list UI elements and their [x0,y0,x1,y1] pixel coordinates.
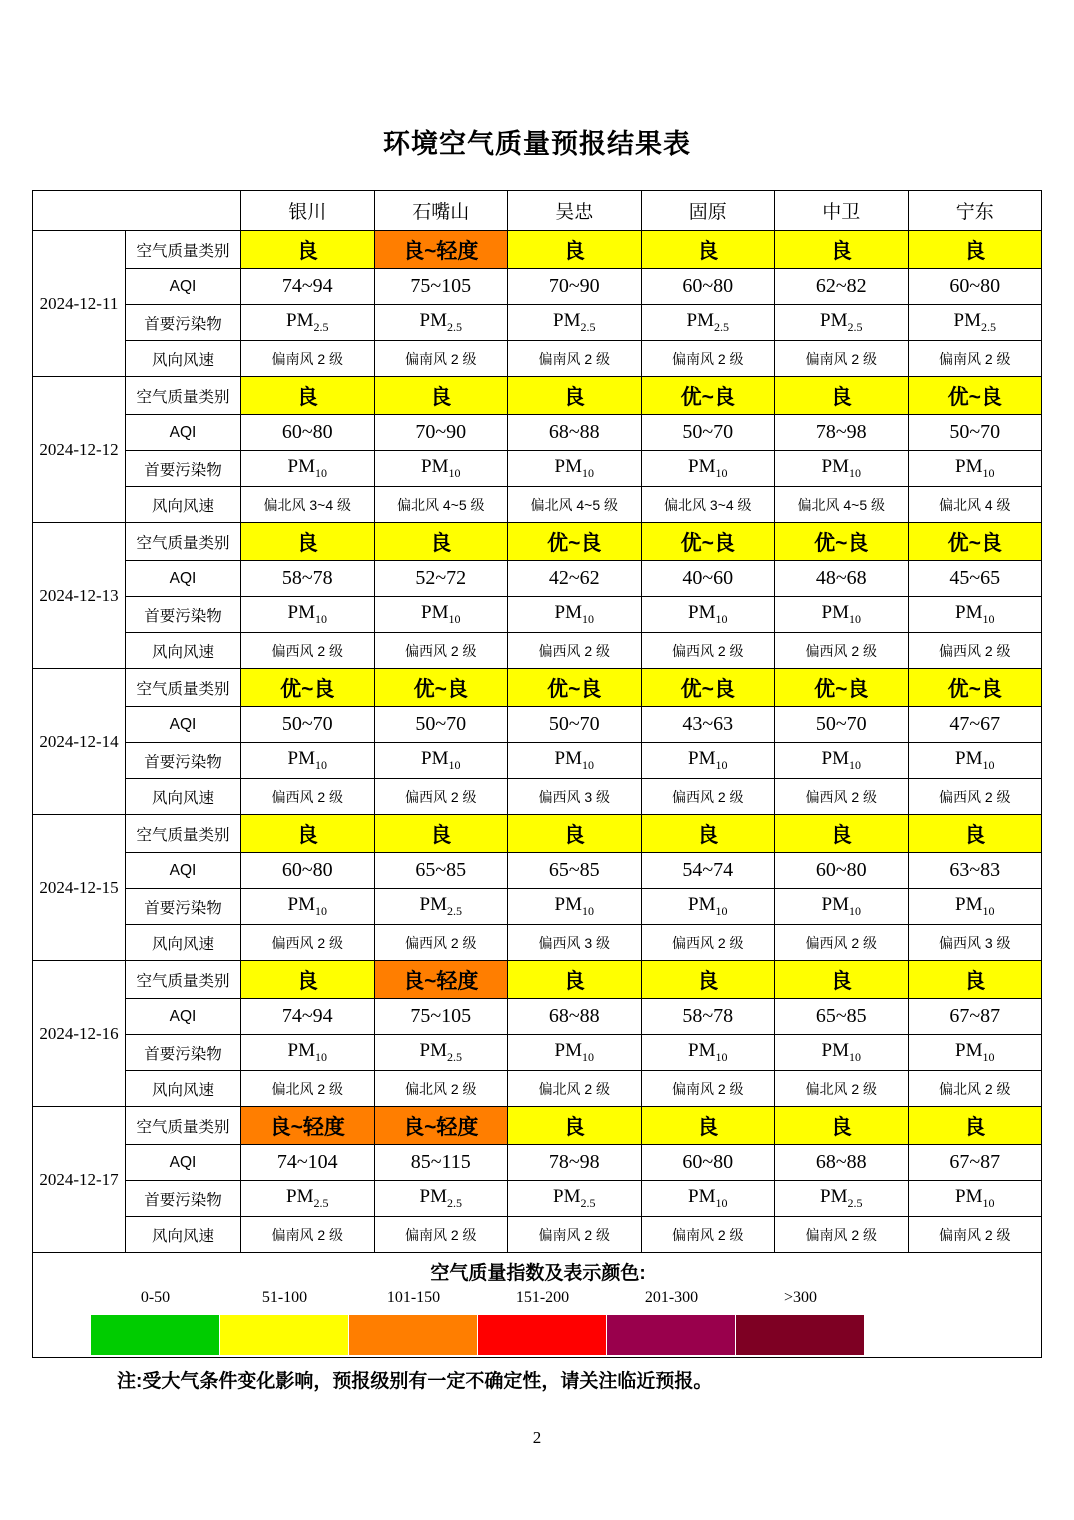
aqi-cell: 78~98 [508,1145,642,1181]
wind-cell: 偏西风 2 级 [908,633,1042,669]
wind-cell: 偏南风 2 级 [775,341,909,377]
date-cell: 2024-12-17 [33,1107,126,1253]
legend-range-label: 0-50 [140,1288,171,1306]
pollutant-cell: $PM_{10}$ [908,1181,1042,1217]
table-row [33,523,1042,561]
legend-swatches [91,1315,1041,1355]
category-cell: 良 [508,1107,642,1145]
category-cell: 优~良 [908,377,1042,415]
pollutant-cell: $PM_{10}$ [641,743,775,779]
wind-cell: 偏西风 2 级 [775,633,909,669]
city-header: 固原 [641,191,775,231]
wind-cell: 偏西风 2 级 [374,925,508,961]
pollutant-cell: $PM_{10}$ [508,597,642,633]
legend-range-label: 51-100 [261,1288,308,1306]
row-label: AQI [126,999,241,1035]
category-cell: 良 [775,377,909,415]
wind-cell: 偏南风 2 级 [508,1217,642,1253]
wind-cell: 偏西风 2 级 [508,633,642,669]
wind-cell: 偏南风 2 级 [641,341,775,377]
legend-color-swatch [736,1315,865,1355]
wind-cell: 偏北风 2 级 [508,1071,642,1107]
table-row [33,597,1042,633]
pollutant-cell: $PM_{10}$ [508,451,642,487]
pollutant-cell: $PM_{10}$ [908,743,1042,779]
category-cell: 良 [508,961,642,999]
table-row [33,415,1042,451]
table-row [33,561,1042,597]
aqi-cell: 68~88 [508,999,642,1035]
table-row [33,487,1042,523]
aqi-cell: 74~94 [241,999,375,1035]
category-cell: 良 [775,231,909,269]
pollutant-cell: $PM_{2.5}$ [374,1181,508,1217]
aqi-cell: 50~70 [908,415,1042,451]
wind-cell: 偏西风 2 级 [775,779,909,815]
row-label: 首要污染物 [126,451,241,487]
pollutant-cell: $PM_{10}$ [241,889,375,925]
pollutant-cell: $PM_{2.5}$ [641,305,775,341]
pollutant-cell: $PM_{2.5}$ [241,1181,375,1217]
pollutant-cell: $PM_{10}$ [775,1035,909,1071]
date-cell: 2024-12-14 [33,669,126,815]
category-cell: 良 [241,815,375,853]
table-row [33,889,1042,925]
pollutant-cell: $PM_{10}$ [775,889,909,925]
row-label: 首要污染物 [126,305,241,341]
pollutant-cell: $PM_{10}$ [508,889,642,925]
row-label: 风向风速 [126,341,241,377]
row-label: AQI [126,707,241,743]
table-row [33,1071,1042,1107]
wind-cell: 偏北风 3~4 级 [641,487,775,523]
wind-cell: 偏南风 2 级 [374,341,508,377]
pollutant-cell: $PM_{10}$ [775,743,909,779]
city-header: 宁东 [908,191,1042,231]
aqi-cell: 75~105 [374,999,508,1035]
wind-cell: 偏南风 2 级 [641,1217,775,1253]
table-row [33,1107,1042,1145]
pollutant-cell: $PM_{10}$ [641,889,775,925]
category-cell: 良 [508,377,642,415]
pollutant-cell: $PM_{2.5}$ [775,1181,909,1217]
pollutant-cell: $PM_{10}$ [641,1181,775,1217]
legend-color-swatch [607,1315,736,1355]
pollutant-cell: $PM_{10}$ [775,451,909,487]
page-number: 2 [532,1428,542,1447]
row-label: AQI [126,1145,241,1181]
city-header: 中卫 [775,191,909,231]
table-row [33,1145,1042,1181]
wind-cell: 偏南风 2 级 [641,1071,775,1107]
city-header: 石嘴山 [374,191,508,231]
category-cell: 优~良 [374,669,508,707]
aqi-cell: 65~85 [508,853,642,889]
pollutant-cell: $PM_{2.5}$ [508,1181,642,1217]
category-cell: 良 [641,815,775,853]
pollutant-cell: $PM_{2.5}$ [374,889,508,925]
row-label: AQI [126,269,241,305]
aqi-cell: 47~67 [908,707,1042,743]
category-cell: 良 [508,815,642,853]
row-label: 空气质量类别 [126,231,241,269]
aqi-cell: 67~87 [908,1145,1042,1181]
wind-cell: 偏北风 4~5 级 [508,487,642,523]
aqi-cell: 40~60 [641,561,775,597]
wind-cell: 偏西风 3 级 [508,925,642,961]
row-label: 空气质量类别 [126,377,241,415]
category-cell: 优~良 [908,523,1042,561]
aqi-cell: 62~82 [775,269,909,305]
aqi-cell: 68~88 [775,1145,909,1181]
category-cell: 优~良 [508,523,642,561]
row-label: 风向风速 [126,1217,241,1253]
aqi-cell: 42~62 [508,561,642,597]
category-cell: 良 [908,961,1042,999]
row-label: 空气质量类别 [126,669,241,707]
table-row [33,779,1042,815]
city-header: 银川 [241,191,375,231]
row-label: 空气质量类别 [126,961,241,999]
aqi-cell: 60~80 [641,269,775,305]
table-row [33,269,1042,305]
wind-cell: 偏南风 2 级 [241,1217,375,1253]
category-cell: 优~良 [908,669,1042,707]
category-cell: 良 [241,377,375,415]
row-label: AQI [126,561,241,597]
category-cell: 良 [775,815,909,853]
category-cell: 良~轻度 [374,1107,508,1145]
legend-color-swatch [478,1315,607,1355]
aqi-cell: 60~80 [641,1145,775,1181]
pollutant-cell: $PM_{10}$ [241,1035,375,1071]
pollutant-cell: $PM_{10}$ [908,889,1042,925]
pollutant-cell: $PM_{2.5}$ [508,305,642,341]
wind-cell: 偏北风 2 级 [241,1071,375,1107]
category-cell: 良 [374,523,508,561]
category-cell: 良 [908,1107,1042,1145]
table-row [33,231,1042,269]
category-cell: 良 [641,961,775,999]
date-cell: 2024-12-15 [33,815,126,961]
row-label: 风向风速 [126,925,241,961]
aqi-cell: 68~88 [508,415,642,451]
pollutant-cell: $PM_{10}$ [241,743,375,779]
legend-color-swatch [349,1315,478,1355]
aqi-cell: 60~80 [775,853,909,889]
aqi-cell: 74~94 [241,269,375,305]
aqi-cell: 63~83 [908,853,1042,889]
wind-cell: 偏北风 2 级 [374,1071,508,1107]
aqi-cell: 45~65 [908,561,1042,597]
legend-color-swatch [220,1315,349,1355]
wind-cell: 偏西风 2 级 [775,925,909,961]
table-row [33,815,1042,853]
aqi-cell: 50~70 [641,415,775,451]
category-cell: 良 [374,377,508,415]
table-row [33,1181,1042,1217]
wind-cell: 偏北风 3~4 级 [241,487,375,523]
aqi-cell: 65~85 [775,999,909,1035]
row-label: 首要污染物 [126,889,241,925]
pollutant-cell: $PM_{10}$ [508,743,642,779]
category-cell: 优~良 [241,669,375,707]
row-label: 风向风速 [126,779,241,815]
wind-cell: 偏南风 2 级 [908,1217,1042,1253]
pollutant-cell: $PM_{10}$ [241,597,375,633]
table-row [33,743,1042,779]
wind-cell: 偏西风 3 级 [908,925,1042,961]
table-row [33,1217,1042,1253]
table-row [33,853,1042,889]
pollutant-cell: $PM_{2.5}$ [908,305,1042,341]
pollutant-cell: $PM_{10}$ [508,1035,642,1071]
row-label: 首要污染物 [126,743,241,779]
category-cell: 良 [641,231,775,269]
forecast-table [32,190,1042,1358]
wind-cell: 偏北风 4~5 级 [374,487,508,523]
row-label: 空气质量类别 [126,1107,241,1145]
pollutant-cell: $PM_{10}$ [641,451,775,487]
category-cell: 优~良 [641,523,775,561]
wind-cell: 偏南风 2 级 [508,341,642,377]
category-cell: 良 [241,961,375,999]
pollutant-cell: $PM_{10}$ [775,597,909,633]
pollutant-cell: $PM_{2.5}$ [374,1035,508,1071]
category-cell: 良 [508,231,642,269]
pollutant-cell: $PM_{10}$ [641,1035,775,1071]
aqi-cell: 50~70 [241,707,375,743]
row-label: 首要污染物 [126,1181,241,1217]
legend-range-label: 201-300 [644,1288,699,1306]
wind-cell: 偏西风 2 级 [374,633,508,669]
row-label: 风向风速 [126,1071,241,1107]
pollutant-cell: $PM_{10}$ [241,451,375,487]
wind-cell: 偏南风 2 级 [241,341,375,377]
category-cell: 良 [241,523,375,561]
category-cell: 良 [908,231,1042,269]
category-cell: 良 [908,815,1042,853]
aqi-cell: 52~72 [374,561,508,597]
legend-section [33,1253,1042,1358]
category-cell: 良 [374,815,508,853]
legend-row [33,1253,1042,1358]
category-cell: 良~轻度 [374,961,508,999]
row-label: 风向风速 [126,487,241,523]
wind-cell: 偏西风 2 级 [641,779,775,815]
header-corner-cell [33,191,241,231]
legend-range-label: 151-200 [515,1288,570,1306]
legend-range-label: 101-150 [386,1288,441,1306]
table-row [33,925,1042,961]
wind-cell: 偏西风 2 级 [908,779,1042,815]
aqi-cell: 74~104 [241,1145,375,1181]
date-cell: 2024-12-12 [33,377,126,523]
category-cell: 良 [775,961,909,999]
date-cell: 2024-12-16 [33,961,126,1107]
wind-cell: 偏西风 2 级 [374,779,508,815]
aqi-cell: 85~115 [374,1145,508,1181]
aqi-cell: 60~80 [241,853,375,889]
footnote: 注:受大气条件变化影响，预报级别有一定不确定性，请关注临近预报。 [117,1371,713,1392]
wind-cell: 偏北风 2 级 [908,1071,1042,1107]
aqi-cell: 78~98 [775,415,909,451]
category-cell: 良 [775,1107,909,1145]
table-row [33,377,1042,415]
row-label: 风向风速 [126,633,241,669]
pollutant-cell: $PM_{2.5}$ [241,305,375,341]
city-header: 吴忠 [508,191,642,231]
category-cell: 良~轻度 [374,231,508,269]
pollutant-cell: $PM_{10}$ [908,597,1042,633]
date-cell: 2024-12-11 [33,231,126,377]
aqi-cell: 60~80 [241,415,375,451]
table-row [33,633,1042,669]
wind-cell: 偏西风 2 级 [241,633,375,669]
legend-color-swatch [91,1315,220,1355]
category-cell: 优~良 [775,523,909,561]
aqi-cell: 50~70 [374,707,508,743]
row-label: AQI [126,853,241,889]
wind-cell: 偏西风 3 级 [508,779,642,815]
aqi-cell: 65~85 [374,853,508,889]
wind-cell: 偏西风 2 级 [241,925,375,961]
pollutant-cell: $PM_{10}$ [374,451,508,487]
wind-cell: 偏南风 2 级 [908,341,1042,377]
aqi-cell: 75~105 [374,269,508,305]
wind-cell: 偏西风 2 级 [641,925,775,961]
aqi-cell: 70~90 [508,269,642,305]
table-row [33,669,1042,707]
aqi-cell: 48~68 [775,561,909,597]
aqi-cell: 67~87 [908,999,1042,1035]
wind-cell: 偏西风 2 级 [241,779,375,815]
row-label: 首要污染物 [126,597,241,633]
aqi-cell: 58~78 [641,999,775,1035]
aqi-cell: 50~70 [775,707,909,743]
aqi-cell: 60~80 [908,269,1042,305]
row-label: 空气质量类别 [126,523,241,561]
date-cell: 2024-12-13 [33,523,126,669]
table-row [33,305,1042,341]
pollutant-cell: $PM_{2.5}$ [775,305,909,341]
table-row [33,451,1042,487]
wind-cell: 偏西风 2 级 [641,633,775,669]
aqi-cell: 43~63 [641,707,775,743]
pollutant-cell: $PM_{2.5}$ [374,305,508,341]
aqi-cell: 50~70 [508,707,642,743]
row-label: 空气质量类别 [126,815,241,853]
table-row [33,999,1042,1035]
legend-title: 空气质量指数及表示颜色: [430,1262,646,1284]
row-label: AQI [126,415,241,451]
header-row [33,191,1042,231]
page-title: 环境空气质量预报结果表 [383,129,691,159]
aqi-cell: 58~78 [241,561,375,597]
legend-range-label: >300 [783,1288,818,1306]
table-row [33,707,1042,743]
category-cell: 优~良 [775,669,909,707]
wind-cell: 偏北风 4 级 [908,487,1042,523]
aqi-cell: 70~90 [374,415,508,451]
row-label: 首要污染物 [126,1035,241,1071]
table-row [33,1035,1042,1071]
legend-ranges [91,1289,1041,1307]
pollutant-cell: $PM_{10}$ [641,597,775,633]
wind-cell: 偏北风 2 级 [775,1071,909,1107]
category-cell: 良 [641,1107,775,1145]
category-cell: 良 [241,231,375,269]
aqi-cell: 54~74 [641,853,775,889]
table-row [33,961,1042,999]
table-row [33,341,1042,377]
pollutant-cell: $PM_{10}$ [908,1035,1042,1071]
category-cell: 良~轻度 [241,1107,375,1145]
category-cell: 优~良 [641,377,775,415]
pollutant-cell: $PM_{10}$ [374,597,508,633]
wind-cell: 偏南风 2 级 [775,1217,909,1253]
wind-cell: 偏南风 2 级 [374,1217,508,1253]
category-cell: 优~良 [641,669,775,707]
category-cell: 优~良 [508,669,642,707]
pollutant-cell: $PM_{10}$ [908,451,1042,487]
pollutant-cell: $PM_{10}$ [374,743,508,779]
wind-cell: 偏北风 4~5 级 [775,487,909,523]
